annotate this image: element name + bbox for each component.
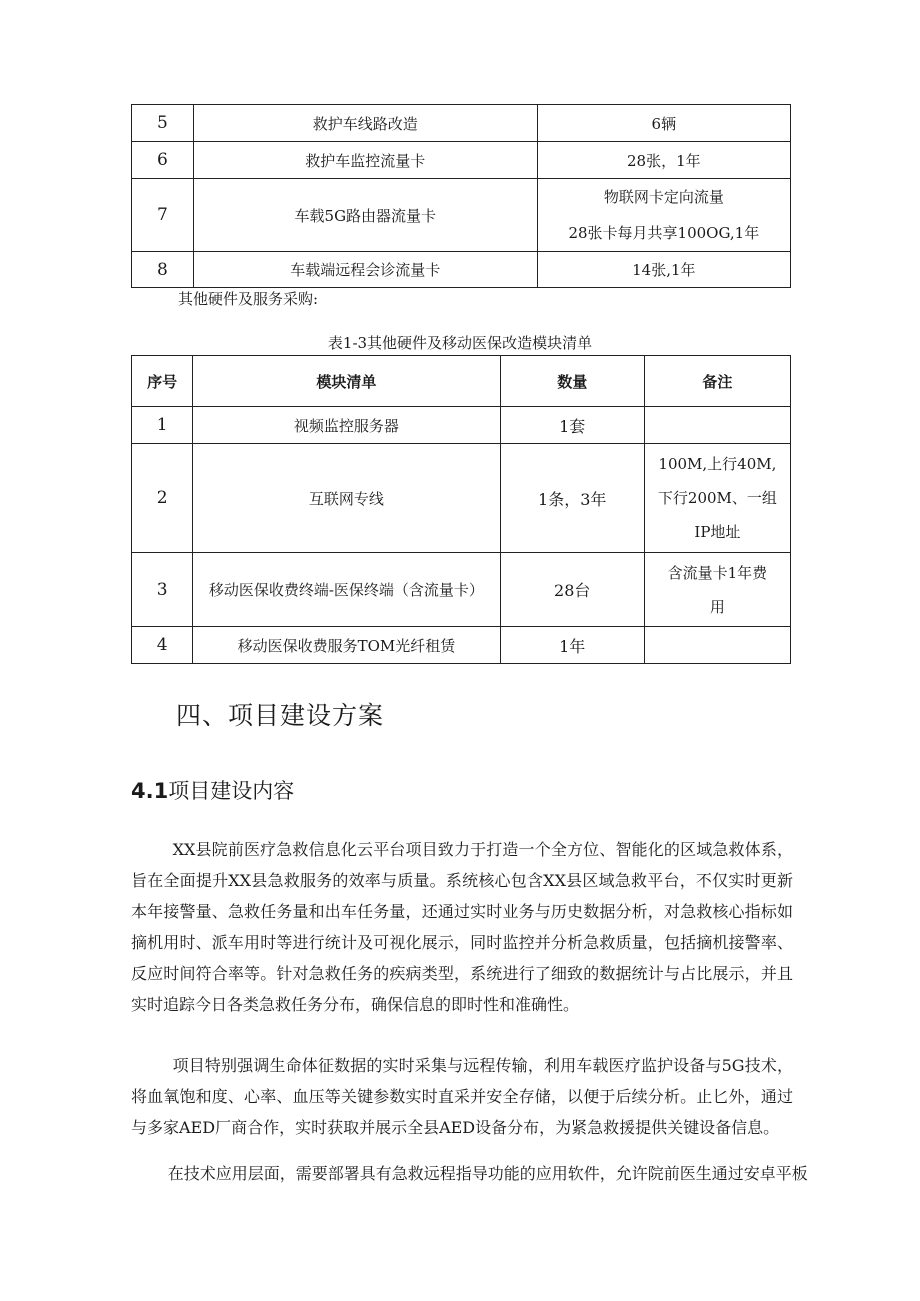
note-line: IP地址 <box>694 523 741 541</box>
body-paragraph: 项目特别强调生命体征数据的实时采集与远程传输，利用车载医疗监护设备与5G技术，将血氧饱和度、心率、血压等关键参数实时直采并安全存储，以便于后续分析。止匕外，通过与多家AED厂商合作，实时获取并展示全县AED设备分布，为紧急救援提供关键设备信息。 <box>131 1056 793 1137</box>
table-caption: 表1-3其他硬件及移动医保改造模块清单 <box>327 334 593 352</box>
item-name: 视频监控服务器 <box>193 407 500 444</box>
quantity: 28台 <box>500 553 644 627</box>
hardware-service-table <box>131 355 791 664</box>
quantity-line: 物联网卡定向流量 <box>603 188 724 206</box>
item-name: 车载5G路由器流量卡 <box>193 179 537 252</box>
quantity: 1套 <box>500 407 644 444</box>
row-number: 6 <box>132 142 194 179</box>
quantity: 1条，3年 <box>500 444 644 553</box>
body-paragraph: 在技术应用层面，需要部署具有急救远程指导功能的应用软件，允许院前医生通过安卓平板 <box>167 1164 808 1183</box>
section-title: 四、项目建设方案 <box>176 701 385 730</box>
subsection-number: 4.1 <box>131 779 169 803</box>
note <box>644 627 790 664</box>
quantity: 14张,1年 <box>537 252 790 288</box>
note-line: 用 <box>709 597 725 616</box>
subsection-text: 项目建设内容 <box>168 779 295 803</box>
header-qty: 数量 <box>500 356 644 407</box>
table-row <box>132 142 791 179</box>
quantity <box>537 179 790 252</box>
table-row <box>132 252 791 288</box>
table-row <box>132 407 791 444</box>
subsection-title <box>131 775 294 805</box>
intro-text: 其他硬件及服务采购: <box>178 290 319 308</box>
table-row <box>132 627 791 664</box>
body-paragraph: XX县院前医疗急救信息化云平台项目致力于打造一个全方位、智能化的区域急救体系，旨在全面提升XX县急救服务的效率与质量。系统核心包含XX县区域急救平台，不仅实时更新本年接警量、急救任务量和出车任务量，还通过实时业务与历史数据分析，对急救核心指标如摘机用时、派车用时等进行统计及可视化展示，同时监控并分析急救质量，包括摘机接警率、反应时间符合率等。针对急救任务的疾病类型，系统进行了细致的数据统计与占比展示，并且实时追踪今日各类急救任务分布，确保信息的即时性和准确性。 <box>131 840 793 1014</box>
item-name: 互联网专线 <box>193 444 500 553</box>
note-line: 下行200M、一组 <box>657 489 777 507</box>
row-number: 5 <box>132 105 194 142</box>
row-number: 2 <box>132 444 193 553</box>
item-name: 救护车监控流量卡 <box>193 142 537 179</box>
item-name: 移动医保收费终端-医保终端（含流量卡） <box>193 553 500 627</box>
item-name: 车载端远程会诊流量卡 <box>193 252 537 288</box>
note-line: 含流量卡1年费 <box>667 563 768 582</box>
quantity: 1年 <box>500 627 644 664</box>
table-header-row <box>132 356 791 407</box>
row-number: 3 <box>132 553 193 627</box>
table-row <box>132 105 791 142</box>
header-no: 序号 <box>132 356 193 407</box>
table-row <box>132 444 791 553</box>
table-row <box>132 179 791 252</box>
header-note: 备注 <box>644 356 790 407</box>
quantity: 6辆 <box>537 105 790 142</box>
note <box>644 553 790 627</box>
quantity-line: 28张卡每月共享100OG,1年 <box>568 224 760 242</box>
row-number: 4 <box>132 627 193 664</box>
note <box>644 444 790 553</box>
row-number: 7 <box>132 179 194 252</box>
item-name: 移动医保收费服务TOM光纤租赁 <box>193 627 500 664</box>
item-name: 救护车线路改造 <box>193 105 537 142</box>
note-line: 100M,上行40M, <box>658 455 777 473</box>
note <box>644 407 790 444</box>
header-item: 模块清单 <box>193 356 500 407</box>
quantity: 28张，1年 <box>537 142 790 179</box>
row-number: 1 <box>132 407 193 444</box>
row-number: 8 <box>132 252 194 288</box>
table-row <box>132 553 791 627</box>
equipment-table-continued <box>131 104 791 288</box>
